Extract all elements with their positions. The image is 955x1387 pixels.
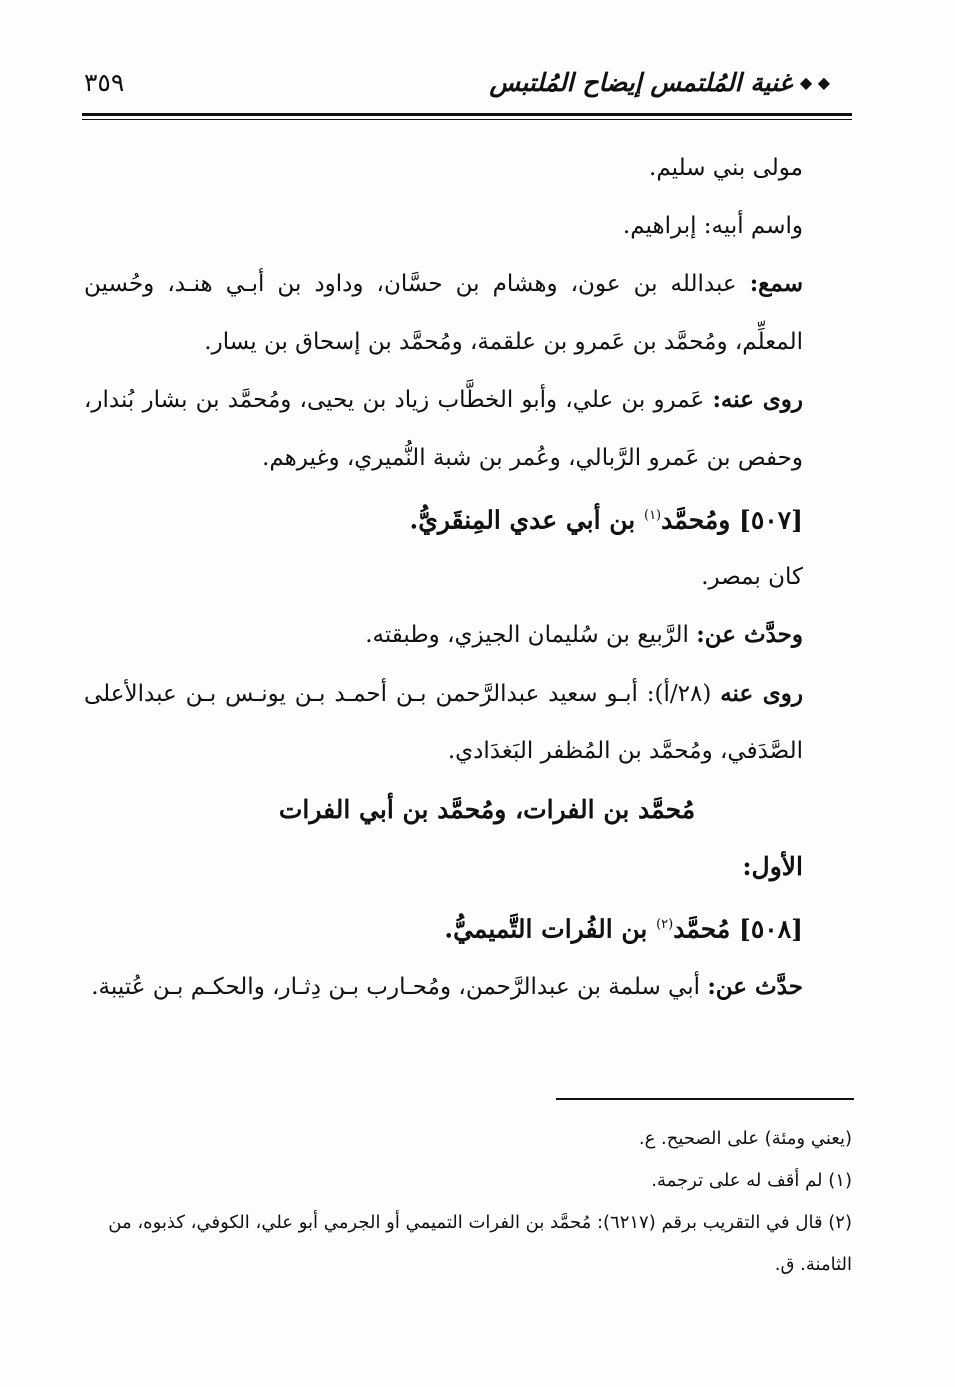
running-title bbox=[489, 68, 830, 97]
book-title: غنية المُلتمس إيضاح المُلتبس bbox=[489, 67, 792, 97]
paragraph-narrated-2 bbox=[84, 665, 830, 781]
label-narrated-2: روى عنه bbox=[720, 679, 803, 707]
page-number: ٣٥٩ bbox=[84, 67, 125, 97]
heard-text: عبدالله بن عون، وهشام بن حسَّان، وداود بن أبـي هنـد، وحُسين المعلِّم، ومُحمَّد بن عَمرو بن علقمة، ومُحمَّد بن إسحاق بن يسار. bbox=[84, 271, 803, 355]
page-header bbox=[84, 62, 830, 102]
narrated-2-text: أبـو سعيد عبدالرَّحمن بـن أحمـد بـن يونـس بـن عبدالأعلى الصَّدَفي، ومُحمَّد بن المُظفر البَغدَادي. bbox=[84, 680, 803, 765]
header-rule-thick bbox=[82, 113, 852, 116]
text-line-father-name: واسم أبيه: إبراهيم. bbox=[622, 212, 803, 239]
footnote-ref: (١) bbox=[643, 508, 662, 523]
entry-508-heading bbox=[84, 896, 830, 958]
first-label: الأول: bbox=[742, 852, 803, 882]
footnote-star: (يعني ومئة) على الصحيح. ع. bbox=[638, 1128, 852, 1149]
entry-name-part: مُحمَّد bbox=[673, 914, 740, 944]
text-line-client: مولى بني سليم. bbox=[649, 155, 803, 181]
paragraph-narrated bbox=[84, 371, 830, 487]
header-rule-thin bbox=[82, 119, 852, 120]
related-text: الرَّبيع بن سُليمان الجيزي، وطبقته. bbox=[365, 622, 697, 649]
label-related-2: حدَّث عن: bbox=[707, 972, 803, 1000]
paragraph-heard bbox=[84, 255, 830, 371]
diamond-ornament-icon: ◆ ◆ bbox=[799, 72, 830, 92]
footnotes bbox=[84, 1118, 852, 1286]
footnote-2: (٢) قال في التقريب برقم (٦٢١٧): مُحمَّد بن الفرات التميمي أو الجرمي أبو علي، الكوفي، كذبوه، من الثامنة. ق. bbox=[108, 1212, 852, 1275]
paragraph-related bbox=[84, 606, 830, 665]
section-title: مُحمَّد بن الفرات، ومُحمَّد بن أبي الفرات bbox=[278, 794, 696, 824]
folio-ref: (٢٨/أ): bbox=[646, 680, 721, 707]
narrated-text: عَمرو بن علي، وأبو الخطَّاب زياد بن يحيى، ومُحمَّد بن بشار بُندار، وحفص بن عَمرو الرَّبالي، وعُمر بن شبة النُّميري، وغيرهم. bbox=[84, 387, 803, 471]
entry-number: [٥٠٧] bbox=[739, 505, 803, 535]
label-narrated: روى عنه: bbox=[712, 386, 803, 413]
entry-name-part: ومُحمَّد bbox=[661, 505, 740, 535]
main-text bbox=[84, 140, 830, 1016]
entry-507-heading bbox=[84, 487, 830, 549]
entry-name-part: بن الفُرات التَّميميُّ. bbox=[444, 914, 657, 944]
related-2-text: أبي سلمة بن عبدالرَّحمن، ومُحـارب بـن دِثـار، والحكـم بـن عُتيبة. bbox=[91, 973, 708, 1000]
paragraph-related-2 bbox=[84, 958, 830, 1017]
footnote-1: (١) لم أقف له على ترجمة. bbox=[651, 1170, 852, 1191]
label-related: وحدَّث عن: bbox=[696, 621, 803, 649]
label-heard: سمع: bbox=[749, 270, 803, 297]
footnote-ref: (٢) bbox=[656, 916, 674, 932]
entry-number: [٥٠٨] bbox=[739, 914, 803, 944]
text-line-egypt: كان بمصر. bbox=[701, 563, 803, 590]
footnote-separator bbox=[556, 1098, 854, 1100]
entry-name-part: بن أبي عدي المِنقَريُّ. bbox=[409, 505, 644, 535]
